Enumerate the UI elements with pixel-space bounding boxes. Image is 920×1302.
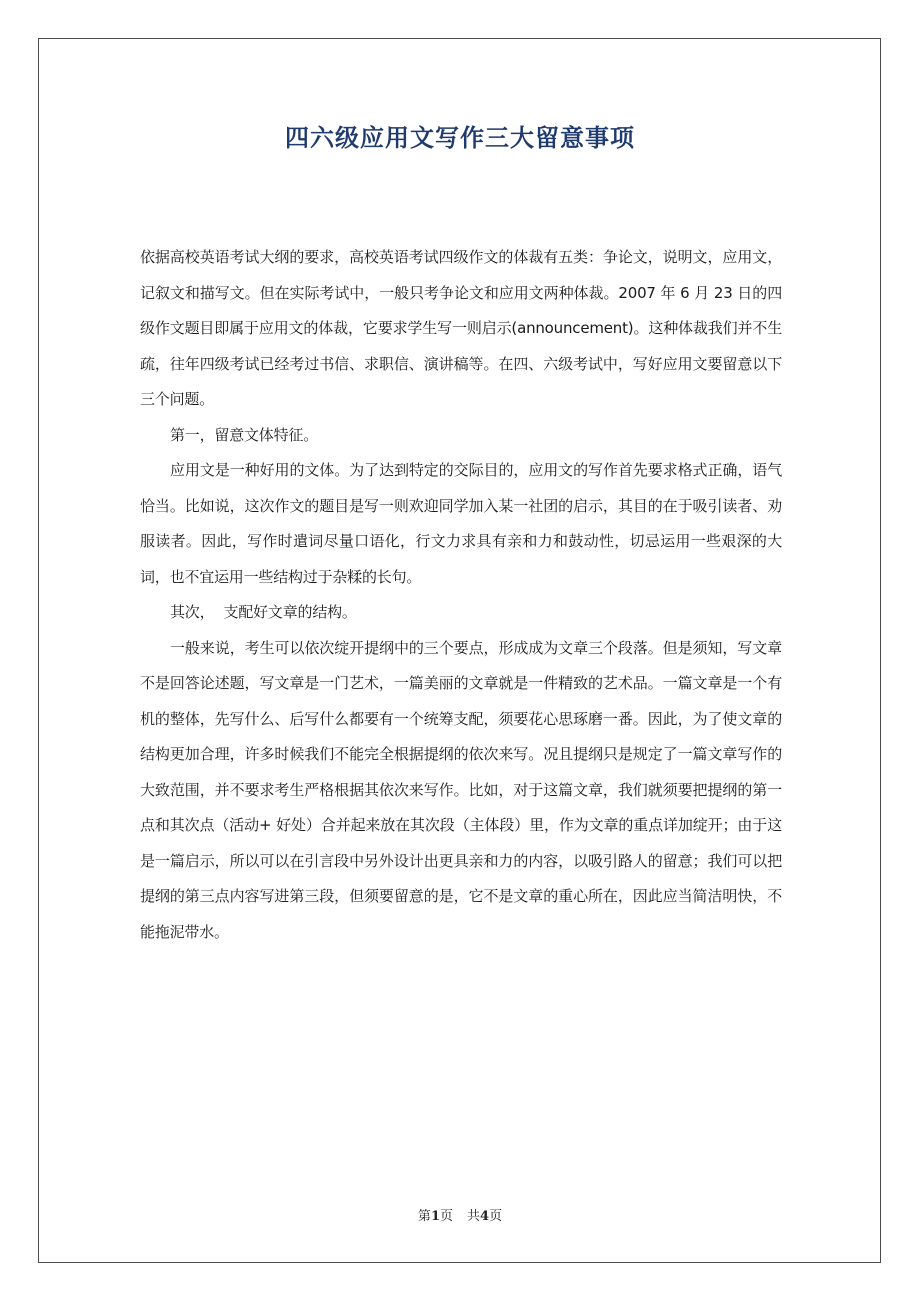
footer-current-page: 1 bbox=[430, 1209, 440, 1224]
footer-total-prefix: 共 bbox=[467, 1209, 481, 1224]
footer-total-suffix: 页 bbox=[489, 1209, 503, 1224]
page-footer bbox=[0, 1205, 920, 1224]
paragraph-point-two-body: 一般来说，考生可以依次绽开提纲中的三个要点，形成成为文章三个段落。但是须知，写文章不是回答论述题，写文章是一门艺术，一篇美丽的文章就是一件精致的艺术品。一篇文章是一个有机的整体，先写什么、后写什么都要有一个统筹支配，须要花心思琢磨一番。因此，为了使文章的结构更加合理，许多时候我们不能完全根据提纲的依次来写。况且提纲只是规定了一篇文章写作的大致范围，并不要求考生严格根据其依次来写作。比如，对于这篇文章，我们就须要把提纲的第一点和其次点（活动+ 好处）合并起来放在其次段（主体段）里，作为文章的重点详加绽开；由于这是一篇启示，所以可以在引言段中另外设计出更具亲和力的内容，以吸引路人的留意；我们可以把提纲的第三点内容写进第三段，但须要留意的是，它不是文章的重心所在，因此应当简洁明快，不能拖泥带水。 bbox=[140, 638, 782, 941]
paragraph-point-two-heading: 其次， 支配好文章的结构。 bbox=[170, 603, 357, 621]
document-body bbox=[140, 240, 782, 950]
footer-total-pages: 4 bbox=[480, 1209, 490, 1224]
paragraph-point-one-body: 应用文是一种好用的文体。为了达到特定的交际目的，应用文的写作首先要求格式正确，语气恰当。比如说，这次作文的题目是写一则欢迎同学加入某一社团的启示，其目的在于吸引读者、劝服读者。因此，写作时遣词尽量口语化，行文力求具有亲和力和鼓动性，切忌运用一些艰深的大词，也不宜运用一些结构过于杂糅的长句。 bbox=[140, 461, 782, 586]
document-title: 四六级应用文写作三大留意事项 bbox=[285, 124, 635, 152]
footer-page-prefix: 第 bbox=[417, 1209, 431, 1224]
footer-page-suffix: 页 bbox=[439, 1209, 453, 1224]
paragraph-intro: 依据高校英语考试大纲的要求，高校英语考试四级作文的体裁有五类：争论文，说明文，应用文，记叙文和描写文。但在实际考试中，一般只考争论文和应用文两种体裁。2007 年 6 月 23 日的四级作文题目即属于应用文的体裁，它要求学生写一则启示(announcement)。这种体裁我们并不生疏，往年四级考试已经考过书信、求职信、演讲稿等。在四、六级考试中，写好应用文要留意以下三个问题。 bbox=[140, 248, 782, 408]
paragraph-point-one-heading: 第一，留意文体特征。 bbox=[170, 425, 319, 444]
